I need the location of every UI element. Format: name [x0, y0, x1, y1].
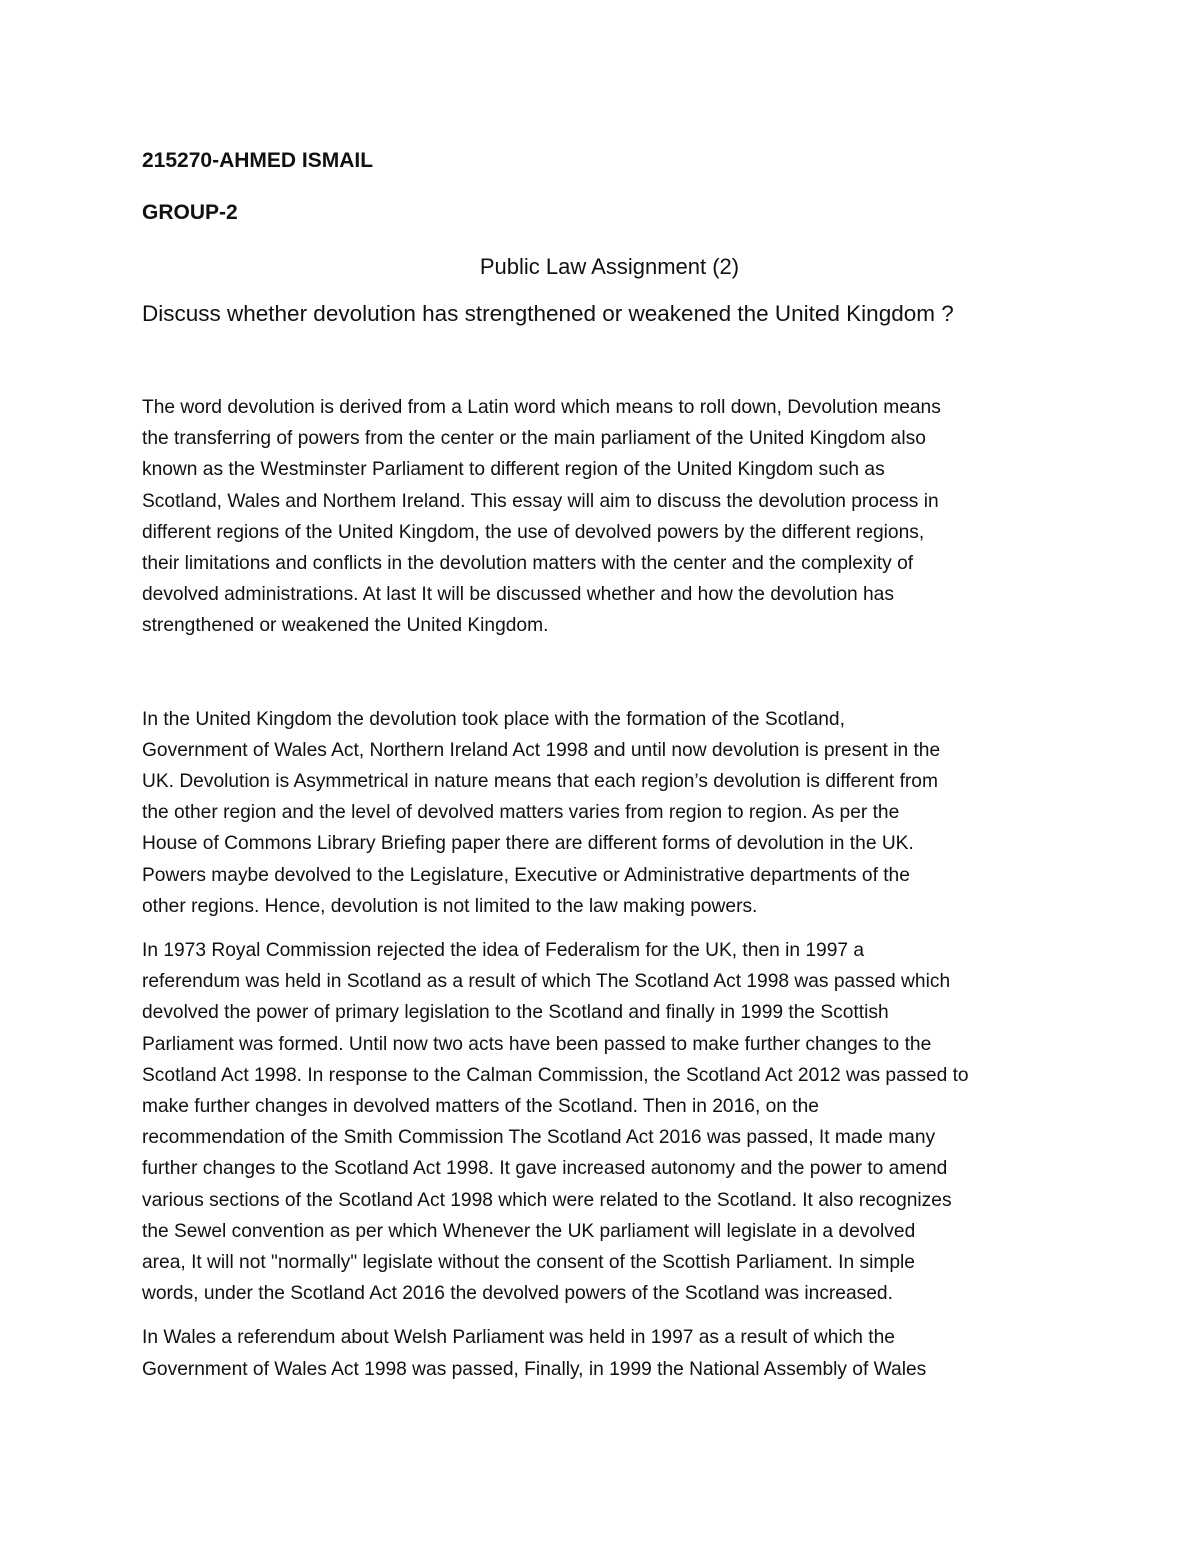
paragraph-introduction [142, 392, 1077, 642]
text-line: referendum was held in Scotland as a result of which The Scotland Act 1998 was passed which [142, 971, 951, 993]
text-line: Government of Wales Act 1998 was passed, Finally, in 1999 the National Assembly of Wales [142, 1358, 927, 1380]
essay-question: Discuss whether devolution has strengthened or weakened the United Kingdom ? [142, 301, 954, 326]
text-line: House of Commons Library Briefing paper there are different forms of devolution in the UK. [142, 833, 914, 855]
text-line: various sections of the Scotland Act 1998 which were related to the Scotland. It also recognizes [142, 1189, 952, 1211]
text-line: In the United Kingdom the devolution took place with the formation of the Scotland, [142, 708, 845, 730]
text-line: area, It will not "normally" legislate without the consent of the Scottish Parliament. In simple [142, 1252, 915, 1274]
text-line: further changes to the Scotland Act 1998. It gave increased autonomy and the power to amend [142, 1158, 948, 1180]
text-line: the transferring of powers from the center or the main parliament of the United Kingdom also [142, 428, 926, 450]
assignment-title: Public Law Assignment (2) [479, 254, 740, 279]
text-line: strengthened or weakened the United Kingdom. [142, 615, 549, 637]
text-line: Powers maybe devolved to the Legislature, Executive or Administrative departments of the [142, 864, 910, 886]
text-line: make further changes in devolved matters of the Scotland. Then in 2016, on the [142, 1096, 819, 1118]
text-line: UK. Devolution is Asymmetrical in nature means that each region’s devolution is different from [142, 771, 938, 793]
text-line: Government of Wales Act, Northern Ireland Act 1998 and until now devolution is present in the [142, 739, 941, 761]
group-label: GROUP-2 [142, 201, 238, 224]
student-id-name: 215270-AHMED ISMAIL [142, 149, 374, 172]
text-line: Scotland, Wales and Northem Ireland. This essay will aim to discuss the devolution process in [142, 490, 939, 512]
paragraph-wales [142, 1322, 1077, 1384]
text-line: words, under the Scotland Act 2016 the devolved powers of the Scotland was increased. [142, 1283, 893, 1305]
text-line: Scotland Act 1998. In response to the Calman Commission, the Scotland Act 2012 was passed to [142, 1064, 969, 1086]
text-line: the Sewel convention as per which Whenever the UK parliament will legislate in a devolved [142, 1220, 916, 1242]
text-line: known as the Westminster Parliament to different region of the United Kingdom such as [142, 459, 885, 481]
document-body [142, 146, 1077, 1385]
text-line: In Wales a referendum about Welsh Parliament was held in 1997 as a result of which the [142, 1327, 895, 1349]
paragraph-uk-devolution [142, 704, 1077, 922]
text-line: Parliament was formed. Until now two acts have been passed to make further changes to the [142, 1033, 932, 1055]
text-line: different regions of the United Kingdom, the use of devolved powers by the different regions, [142, 521, 925, 543]
text-line: the other region and the level of devolved matters varies from region to region. As per the [142, 802, 900, 824]
text-line: The word devolution is derived from a Latin word which means to roll down, Devolution means [142, 397, 941, 418]
paragraph-scotland [142, 935, 1077, 1309]
text-line: devolved administrations. At last It will be discussed whether and how the devolution has [142, 584, 894, 606]
text-line: their limitations and conflicts in the devolution matters with the center and the complexity of [142, 553, 914, 575]
text-line: devolved the power of primary legislation to the Scotland and finally in 1999 the Scottish [142, 1002, 889, 1024]
text-line: other regions. Hence, devolution is not limited to the law making powers. [142, 895, 758, 917]
text-line: recommendation of the Smith Commission The Scotland Act 2016 was passed, It made many [142, 1127, 936, 1149]
text-line: In 1973 Royal Commission rejected the idea of Federalism for the UK, then in 1997 a [142, 940, 865, 962]
